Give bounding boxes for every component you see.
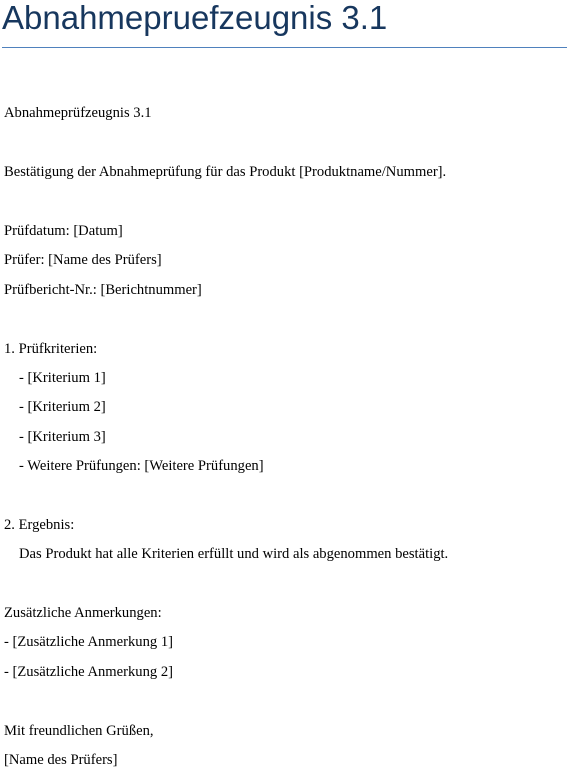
inspector: Prüfer: [Name des Prüfers] bbox=[4, 252, 162, 268]
criterion-item: - [Kriterium 2] bbox=[19, 399, 106, 415]
certificate-title: Abnahmeprüfzeugnis 3.1 bbox=[4, 105, 152, 121]
closing-salutation: Mit freundlichen Grüßen, bbox=[4, 723, 154, 739]
additional-note-item: - [Zusätzliche Anmerkung 1] bbox=[4, 634, 173, 650]
confirmation-statement: Bestätigung der Abnahmeprüfung für das Produkt [Produktname/Nummer]. bbox=[4, 164, 447, 180]
criterion-item: - [Kriterium 1] bbox=[19, 370, 106, 386]
criterion-further-tests: - Weitere Prüfungen: [Weitere Prüfungen] bbox=[19, 458, 264, 474]
signatory-name: [Name des Prüfers] bbox=[4, 752, 118, 768]
additional-notes-heading: Zusätzliche Anmerkungen: bbox=[4, 605, 162, 621]
document-heading: Abnahmepruefzeugnis 3.1 bbox=[2, 0, 388, 36]
section-result: 2. Ergebnis: bbox=[4, 517, 75, 533]
section-test-criteria: 1. Prüfkriterien: bbox=[4, 341, 98, 357]
result-statement: Das Produkt hat alle Kriterien erfüllt und wird als abgenommen bestätigt. bbox=[19, 546, 449, 562]
test-date: Prüfdatum: [Datum] bbox=[4, 223, 123, 239]
report-number: Prüfbericht-Nr.: [Berichtnummer] bbox=[4, 282, 202, 298]
additional-note-item: - [Zusätzliche Anmerkung 2] bbox=[4, 664, 173, 680]
heading-divider bbox=[2, 47, 567, 48]
criterion-item: - [Kriterium 3] bbox=[19, 429, 106, 445]
